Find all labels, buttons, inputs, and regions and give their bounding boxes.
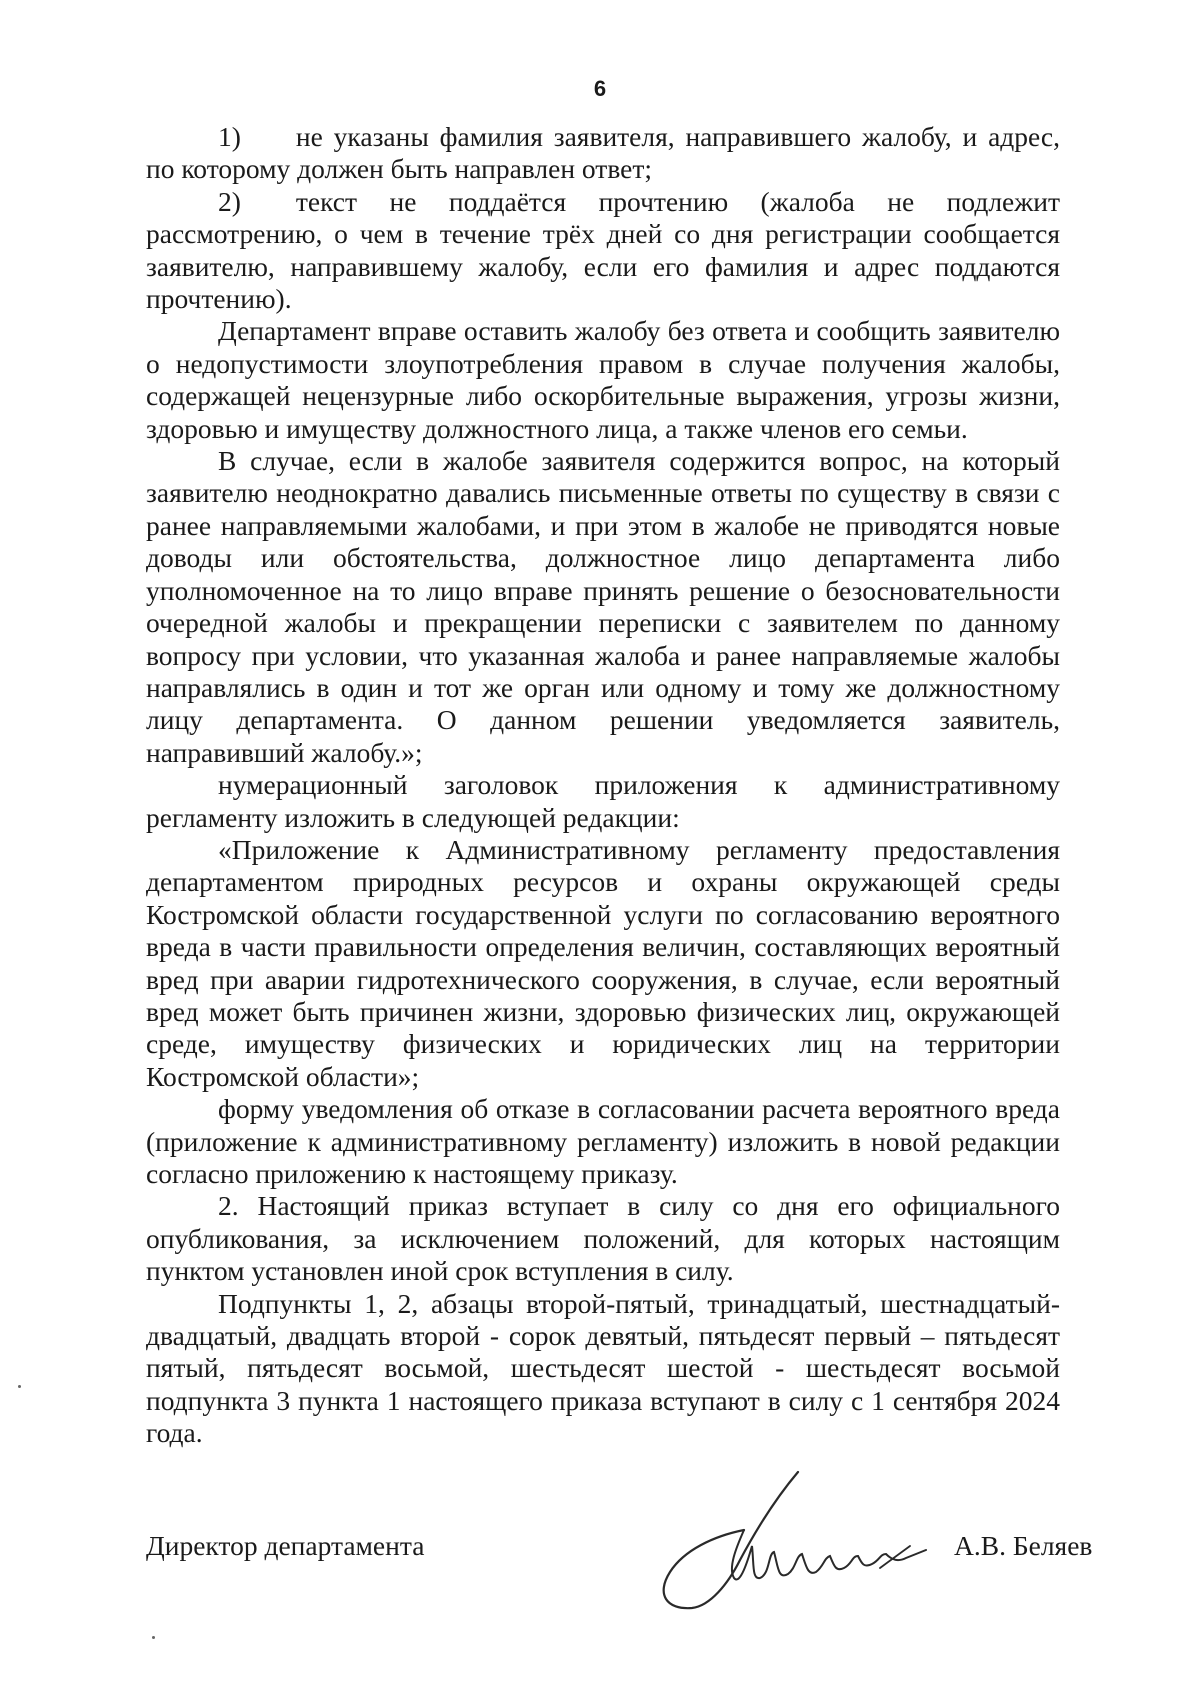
signatory-name: А.В. Беляев: [954, 1530, 1093, 1561]
paragraph-effective-date: 2. Настоящий приказ вступает в силу со дня его официального опубликования, за исключением положений, для которых настоящим пунктом установлен иной срок вступления в силу.: [146, 1190, 1060, 1287]
paragraph-appendix-heading-instruction: нумерационный заголовок приложения к административному регламенту изложить в следующей редакции:: [146, 769, 1060, 833]
signatory-title: Директор департамента: [146, 1530, 425, 1561]
page-number: 6: [593, 76, 607, 101]
paragraph-repeated-complaints: В случае, если в жалобе заявителя содержится вопрос, на который заявителю неоднократно давались письменные ответы по существу в связи с ранее направляемыми жалобами, и при этом в жалобе не приводятся новые доводы или обстоятельства, должностное лицо департамента либо уполномоченное на то лицо вправе принять решение о безосновательности очередной жалобы и прекращении переписки с заявителем по данному вопросу при условии, что указанная жалоба и ранее направляемые жалобы направлялись в один и тот же орган или одному и тому же должностному лицу департамента. О данном решении уведомляется заявитель, направивший жалобу.»;: [146, 445, 1060, 768]
paragraph-subclauses-effective: Подпункты 1, 2, абзацы второй-пятый, тринадцатый, шестнадцатый-двадцатый, двадцать второй - сорок девятый, пятьдесят первый – пятьдесят пятый, пятьдесят восьмой, шестьдесят шестой - шестьдесят восьмой подпункта 3 пункта 1 настоящего приказа вступают в силу с 1 сентября 2024 года.: [146, 1287, 1060, 1449]
paragraph-item-1: 1) не указаны фамилия заявителя, направившего жалобу, и адрес, по которому должен быть направлен ответ;: [146, 121, 1060, 185]
paragraph-appendix-heading-text: «Приложение к Административному регламенту предоставления департаментом природных ресурсов и охраны окружающей среды Костромской области государственной услуги по согласованию вероятного вреда в части правильности определения величин, составляющих вероятный вред при аварии гидротехнического сооружения, в случае, если вероятный вред может быть причинен жизни, здоровью физических лиц, окружающей среде, имуществу физических и юридических лиц на территории Костромской области»;: [146, 833, 1060, 1092]
paragraph-refusal-form: форму уведомления об отказе в согласовании расчета вероятного вреда (приложение к административному регламенту) изложить в новой редакции согласно приложению к настоящему приказу.: [146, 1093, 1060, 1189]
scan-artifact-dot: [18, 1385, 21, 1388]
scan-artifact-dot: [152, 1636, 155, 1639]
paragraph-item-2: 2) текст не поддаётся прочтению (жалоба не подлежит рассмотрению, о чем в течение трёх дней со дня регистрации сообщается заявителю, направившему жалобу, если его фамилия и адрес поддаются прочтению).: [146, 185, 1060, 315]
paragraph-department-right: Департамент вправе оставить жалобу без ответа и сообщить заявителю о недопустимости злоупотребления правом в случае получения жалобы, содержащей нецензурные либо оскорбительные выражения, угрозы жизни, здоровью и имуществу должностного лица, а также членов его семьи.: [146, 315, 1060, 444]
signature-block: [146, 1530, 1096, 1570]
document-body: [146, 121, 1060, 1450]
